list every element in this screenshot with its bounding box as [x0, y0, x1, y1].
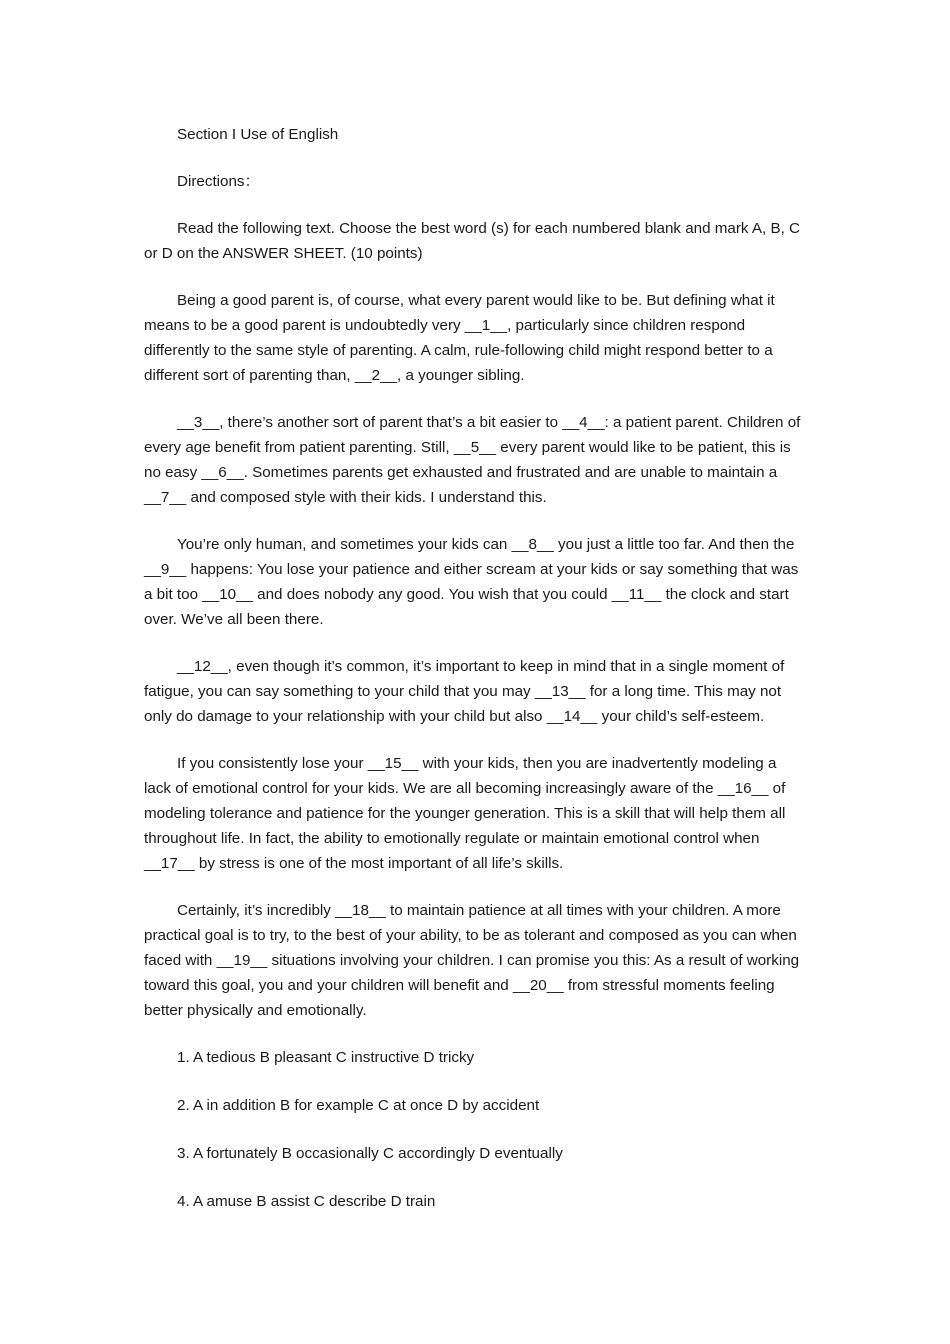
directions-label: Directions：: [177, 173, 260, 190]
document-body: [144, 122, 806, 1237]
passage-paragraph-2: __3__, there’s another sort of parent that’s a bit easier to __4__: a patient parent. Children of every age benefit from patient parenting. Still, __5__ every parent would like to be patient, this is no easy __6__. Sometimes parents get exhausted and frustrated and are unable to maintain a __7__ and composed style with their kids. I understand this.: [144, 414, 801, 506]
passage-paragraph-5: If you consistently lose your __15__ with your kids, then you are inadvertently modeling a lack of emotional control for your kids. We are all becoming increasingly aware of the __16__ of modeling tolerance and patience for the younger generation. This is a skill that will help them all throughout life. In fact, the ability to emotionally regulate or maintain emotional control when __17__ by stress is one of the most important of all life’s skills.: [144, 755, 786, 872]
question-1: 1. A tedious B pleasant C instructive D tricky: [177, 1049, 475, 1066]
instructions-text: Read the following text. Choose the best word (s) for each numbered blank and mark A, B, C or D on the ANSWER SHEET. (10 points): [144, 220, 801, 262]
question-3: 3. A fortunately B occasionally C accordingly D eventually: [177, 1145, 563, 1162]
question-2: 2. A in addition B for example C at once D by accident: [177, 1097, 540, 1114]
passage-paragraph-1: Being a good parent is, of course, what every parent would like to be. But defining what it means to be a good parent is undoubtedly very __1__, particularly since children respond differently to the same style of parenting. A calm, rule-following child might respond better to a different sort of parenting than, __2__, a younger sibling.: [144, 292, 775, 384]
passage-paragraph-6: Certainly, it’s incredibly __18__ to maintain patience at all times with your children. A more practical goal is to try, to the best of your ability, to be as tolerant and composed as you can when faced with __19__ situations involving your children. I can promise you this: As a result of working toward this goal, you and your children will benefit and __20__ from stressful moments feeling better physically and emotionally.: [144, 902, 800, 1019]
passage-paragraph-3: You’re only human, and sometimes your kids can __8__ you just a little too far. And then the __9__ happens: You lose your patience and either scream at your kids or say something that was a bit too __10__ and does nobody any good. You wish that you could __11__ the clock and start over. We’ve all been there.: [144, 536, 799, 628]
passage-paragraph-4: __12__, even though it’s common, it’s important to keep in mind that in a single moment of fatigue, you can say something to your child that you may __13__ for a long time. This may not only do damage to your relationship with your child but also __14__ your child’s self-esteem.: [144, 658, 785, 725]
question-4: 4. A amuse B assist C describe D train: [177, 1193, 436, 1210]
section-title: Section I Use of English: [177, 126, 339, 143]
